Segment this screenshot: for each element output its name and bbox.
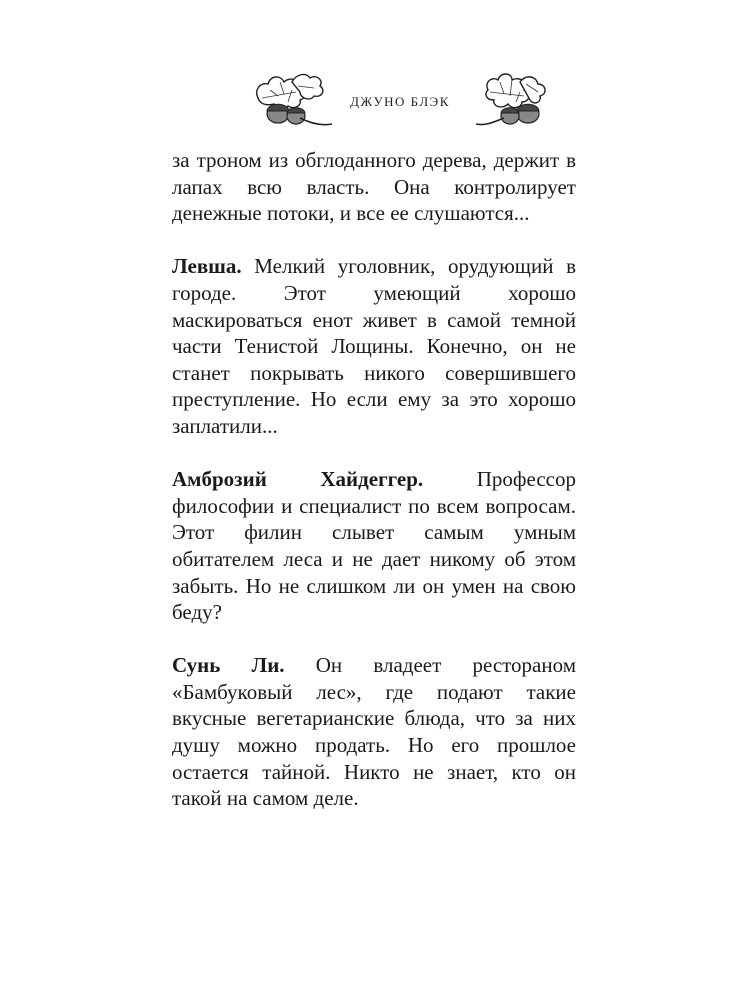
running-head: ДЖУНО БЛЭК (350, 94, 450, 109)
character-name: Сунь Ли. (172, 653, 285, 678)
character-name: Амброзий Хайдеггер. (172, 467, 424, 492)
paragraph-character-levsha (172, 253, 576, 439)
character-name: Левша. (172, 254, 242, 279)
page-body (172, 147, 576, 838)
paragraph-character-sun-li (172, 652, 576, 812)
oak-leaves-acorns-icon (468, 68, 560, 130)
paragraph-text: Он владеет рестораном «Бамбуковый лес», где подают такие вкусные вегетарианские блюда, что за них душу можно продать. Но его прошлое остается тайной. Никто не знает, кто он такой на самом деле. (172, 653, 576, 811)
paragraph-character-ambrosiy (172, 466, 576, 626)
paragraph-text: за троном из обглоданного дерева, держит в лапах всю власть. Она контролирует денежные потоки, и все ее слушаются... (172, 148, 576, 226)
paragraph-continuation (172, 147, 576, 227)
oak-leaves-acorns-icon (248, 68, 340, 130)
paragraph-text: Мелкий уголовник, орудующий в городе. Этот умеющий хорошо маскироваться енот живет в самой темной части Тенистой Лощины. Конечно, он не станет покрывать никого совершившего преступление. Но если ему за это хорошо заплатили... (172, 254, 576, 438)
paragraph-text: Профессор философии и специалист по всем вопросам. Этот филин слывет самым умным обитателем леса и не дает никому об этом забыть. Но не слишком ли он умен на свою беду? (172, 467, 576, 625)
page-header (0, 68, 750, 132)
